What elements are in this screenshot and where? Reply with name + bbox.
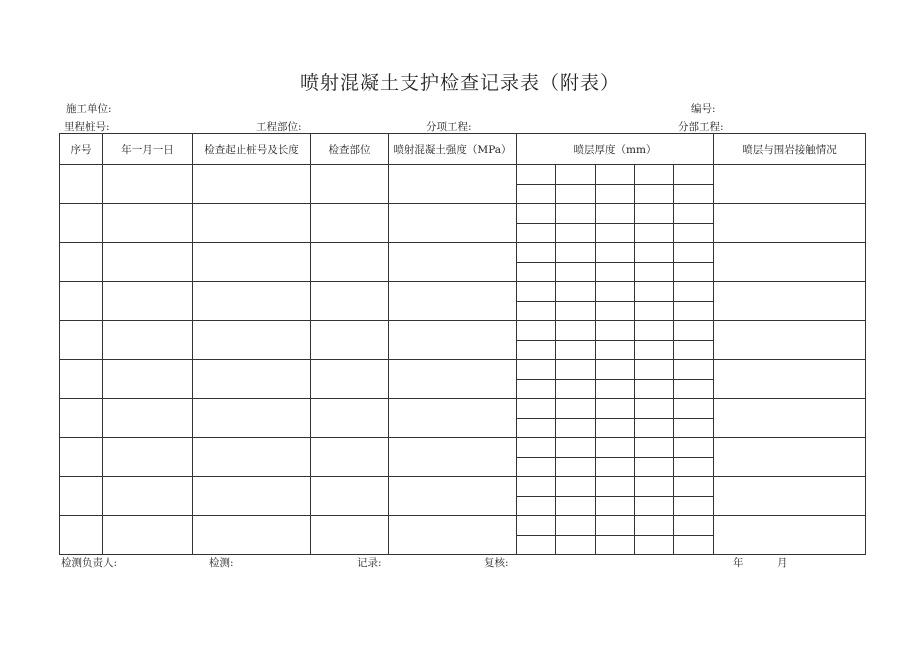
col-header-seq: 序号 [60,134,103,165]
thickness-cell[interactable] [596,457,635,477]
inspection-table [59,133,866,555]
entry-cell[interactable] [60,516,103,555]
thickness-cell[interactable] [517,535,556,555]
thickness-cell[interactable] [635,301,674,321]
entry-cell[interactable] [60,399,103,438]
contact-cell[interactable] [714,360,866,399]
entry-cell[interactable] [60,477,103,516]
thickness-cell[interactable] [674,535,714,555]
thickness-cell[interactable] [596,516,635,536]
contact-cell[interactable] [714,399,866,438]
year-label: 年 [733,557,744,569]
entry-cell[interactable] [193,516,311,555]
thickness-cell[interactable] [517,321,556,341]
thickness-cell[interactable] [556,516,596,536]
thickness-cell[interactable] [674,204,714,224]
entry-cell[interactable] [60,243,103,282]
thickness-cell[interactable] [596,477,635,497]
thickness-cell[interactable] [517,340,556,360]
thickness-cell[interactable] [556,418,596,438]
month-label: 月 [777,557,788,569]
thickness-cell[interactable] [556,301,596,321]
table-row [60,360,866,380]
contact-cell[interactable] [714,204,866,243]
entry-cell[interactable] [193,204,311,243]
thickness-cell[interactable] [635,204,674,224]
thickness-cell[interactable] [517,360,556,380]
thickness-cell[interactable] [517,204,556,224]
entry-cell[interactable] [193,321,311,360]
thickness-cell[interactable] [596,204,635,224]
table-row [60,321,866,341]
project-part-label: 工程部位: [256,121,302,133]
thickness-cell[interactable] [635,165,674,185]
thickness-cell[interactable] [517,418,556,438]
thickness-cell[interactable] [674,321,714,341]
table-header-row [60,134,866,165]
thickness-cell[interactable] [517,379,556,399]
thickness-cell[interactable] [635,457,674,477]
sub-part-label: 分部工程: [678,121,724,133]
col-header-date: 年一月一日 [103,134,193,165]
table-row [60,516,866,536]
thickness-cell[interactable] [635,477,674,497]
entry-cell[interactable] [311,360,389,399]
thickness-cell[interactable] [556,477,596,497]
entry-cell[interactable] [389,399,517,438]
entry-cell[interactable] [103,165,193,204]
thickness-cell[interactable] [556,184,596,204]
thickness-cell[interactable] [556,438,596,458]
thickness-cell[interactable] [635,282,674,302]
thickness-cell[interactable] [556,223,596,243]
entry-cell[interactable] [60,165,103,204]
sub-item-label: 分项工程: [426,121,472,133]
thickness-cell[interactable] [596,360,635,380]
thickness-cell[interactable] [556,535,596,555]
entry-cell[interactable] [193,243,311,282]
entry-cell[interactable] [193,165,311,204]
inspection-label: 检测: [209,557,234,569]
thickness-cell[interactable] [556,282,596,302]
thickness-cell[interactable] [517,301,556,321]
thickness-cell[interactable] [635,321,674,341]
page-title: 喷射混凝土支护检查记录表（附表） [299,72,620,94]
col-header-location: 检查部位 [311,134,389,165]
thickness-cell[interactable] [556,496,596,516]
thickness-cell[interactable] [596,418,635,438]
entry-cell[interactable] [60,282,103,321]
thickness-cell[interactable] [556,262,596,282]
entry-cell[interactable] [389,438,517,477]
thickness-cell[interactable] [674,516,714,536]
thickness-cell[interactable] [674,165,714,185]
thickness-cell[interactable] [674,418,714,438]
thickness-cell[interactable] [596,165,635,185]
thickness-cell[interactable] [674,223,714,243]
thickness-cell[interactable] [596,399,635,419]
contact-cell[interactable] [714,477,866,516]
entry-cell[interactable] [311,321,389,360]
thickness-cell[interactable] [674,360,714,380]
thickness-cell[interactable] [556,457,596,477]
thickness-cell[interactable] [556,243,596,263]
contact-cell[interactable] [714,438,866,477]
thickness-cell[interactable] [596,340,635,360]
entry-cell[interactable] [389,243,517,282]
entry-cell[interactable] [103,399,193,438]
entry-cell[interactable] [193,282,311,321]
entry-cell[interactable] [389,204,517,243]
thickness-cell[interactable] [674,457,714,477]
thickness-cell[interactable] [596,223,635,243]
entry-cell[interactable] [311,516,389,555]
table-body [60,165,866,555]
thickness-cell[interactable] [596,438,635,458]
entry-cell[interactable] [311,477,389,516]
thickness-cell[interactable] [596,282,635,302]
entry-cell[interactable] [311,204,389,243]
entry-cell[interactable] [103,516,193,555]
table-row [60,438,866,458]
thickness-cell[interactable] [635,418,674,438]
contact-cell[interactable] [714,243,866,282]
thickness-cell[interactable] [556,399,596,419]
thickness-cell[interactable] [556,360,596,380]
thickness-cell[interactable] [517,457,556,477]
entry-cell[interactable] [193,477,311,516]
thickness-cell[interactable] [556,204,596,224]
thickness-cell[interactable] [517,262,556,282]
thickness-cell[interactable] [635,379,674,399]
thickness-cell[interactable] [674,262,714,282]
thickness-cell[interactable] [517,438,556,458]
col-header-strength: 喷射混凝土强度（MPa） [389,134,517,165]
entry-cell[interactable] [389,516,517,555]
thickness-cell[interactable] [635,438,674,458]
entry-cell[interactable] [311,165,389,204]
thickness-cell[interactable] [635,184,674,204]
entry-cell[interactable] [60,204,103,243]
entry-cell[interactable] [60,321,103,360]
thickness-cell[interactable] [635,496,674,516]
entry-cell[interactable] [389,477,517,516]
thickness-cell[interactable] [596,321,635,341]
thickness-cell[interactable] [635,399,674,419]
entry-cell[interactable] [103,282,193,321]
thickness-cell[interactable] [517,496,556,516]
mileage-label: 里程桩号: [64,121,110,133]
table-row [60,282,866,302]
thickness-cell[interactable] [674,243,714,263]
thickness-cell[interactable] [517,243,556,263]
thickness-cell[interactable] [674,379,714,399]
thickness-cell[interactable] [674,184,714,204]
entry-cell[interactable] [60,360,103,399]
thickness-cell[interactable] [596,184,635,204]
thickness-cell[interactable] [674,496,714,516]
thickness-cell[interactable] [674,438,714,458]
construction-unit-label: 施工单位: [66,103,112,115]
thickness-cell[interactable] [596,262,635,282]
thickness-cell[interactable] [674,301,714,321]
entry-cell[interactable] [193,438,311,477]
number-label: 编号: [691,103,716,115]
thickness-cell[interactable] [517,516,556,536]
thickness-cell[interactable] [596,496,635,516]
table-row [60,477,866,497]
thickness-cell[interactable] [635,516,674,536]
entry-cell[interactable] [103,477,193,516]
thickness-cell[interactable] [596,535,635,555]
table-row [60,243,866,263]
entry-cell[interactable] [311,438,389,477]
thickness-cell[interactable] [517,282,556,302]
thickness-cell[interactable] [635,262,674,282]
entry-cell[interactable] [389,165,517,204]
entry-cell[interactable] [193,360,311,399]
table-row [60,204,866,224]
thickness-cell[interactable] [556,340,596,360]
entry-cell[interactable] [103,204,193,243]
entry-cell[interactable] [60,438,103,477]
table-row [60,399,866,419]
thickness-cell[interactable] [556,321,596,341]
entry-cell[interactable] [103,321,193,360]
thickness-cell[interactable] [596,379,635,399]
entry-cell[interactable] [103,243,193,282]
contact-cell[interactable] [714,321,866,360]
entry-cell[interactable] [103,360,193,399]
thickness-cell[interactable] [674,340,714,360]
contact-cell[interactable] [714,165,866,204]
thickness-cell[interactable] [517,399,556,419]
thickness-cell[interactable] [635,360,674,380]
thickness-cell[interactable] [596,243,635,263]
thickness-cell[interactable] [517,477,556,497]
thickness-cell[interactable] [635,243,674,263]
thickness-cell[interactable] [517,165,556,185]
entry-cell[interactable] [389,282,517,321]
entry-cell[interactable] [103,438,193,477]
thickness-cell[interactable] [517,184,556,204]
entry-cell[interactable] [389,360,517,399]
inspector-lead-label: 检测负责人: [61,557,118,569]
thickness-cell[interactable] [556,165,596,185]
entry-cell[interactable] [311,399,389,438]
contact-cell[interactable] [714,282,866,321]
entry-cell[interactable] [389,321,517,360]
thickness-cell[interactable] [635,340,674,360]
table-row [60,165,866,185]
thickness-cell[interactable] [556,379,596,399]
col-header-thickness: 喷层厚度（mm） [517,134,714,165]
col-header-range: 检查起止桩号及长度 [193,134,311,165]
entry-cell[interactable] [311,243,389,282]
thickness-cell[interactable] [674,282,714,302]
entry-cell[interactable] [311,282,389,321]
col-header-contact: 喷层与围岩接触情况 [714,134,866,165]
thickness-cell[interactable] [596,301,635,321]
thickness-cell[interactable] [635,535,674,555]
contact-cell[interactable] [714,516,866,555]
entry-cell[interactable] [193,399,311,438]
review-label: 复核: [484,557,509,569]
thickness-cell[interactable] [517,223,556,243]
thickness-cell[interactable] [635,223,674,243]
thickness-cell[interactable] [674,399,714,419]
record-label: 记录: [357,557,382,569]
thickness-cell[interactable] [674,477,714,497]
